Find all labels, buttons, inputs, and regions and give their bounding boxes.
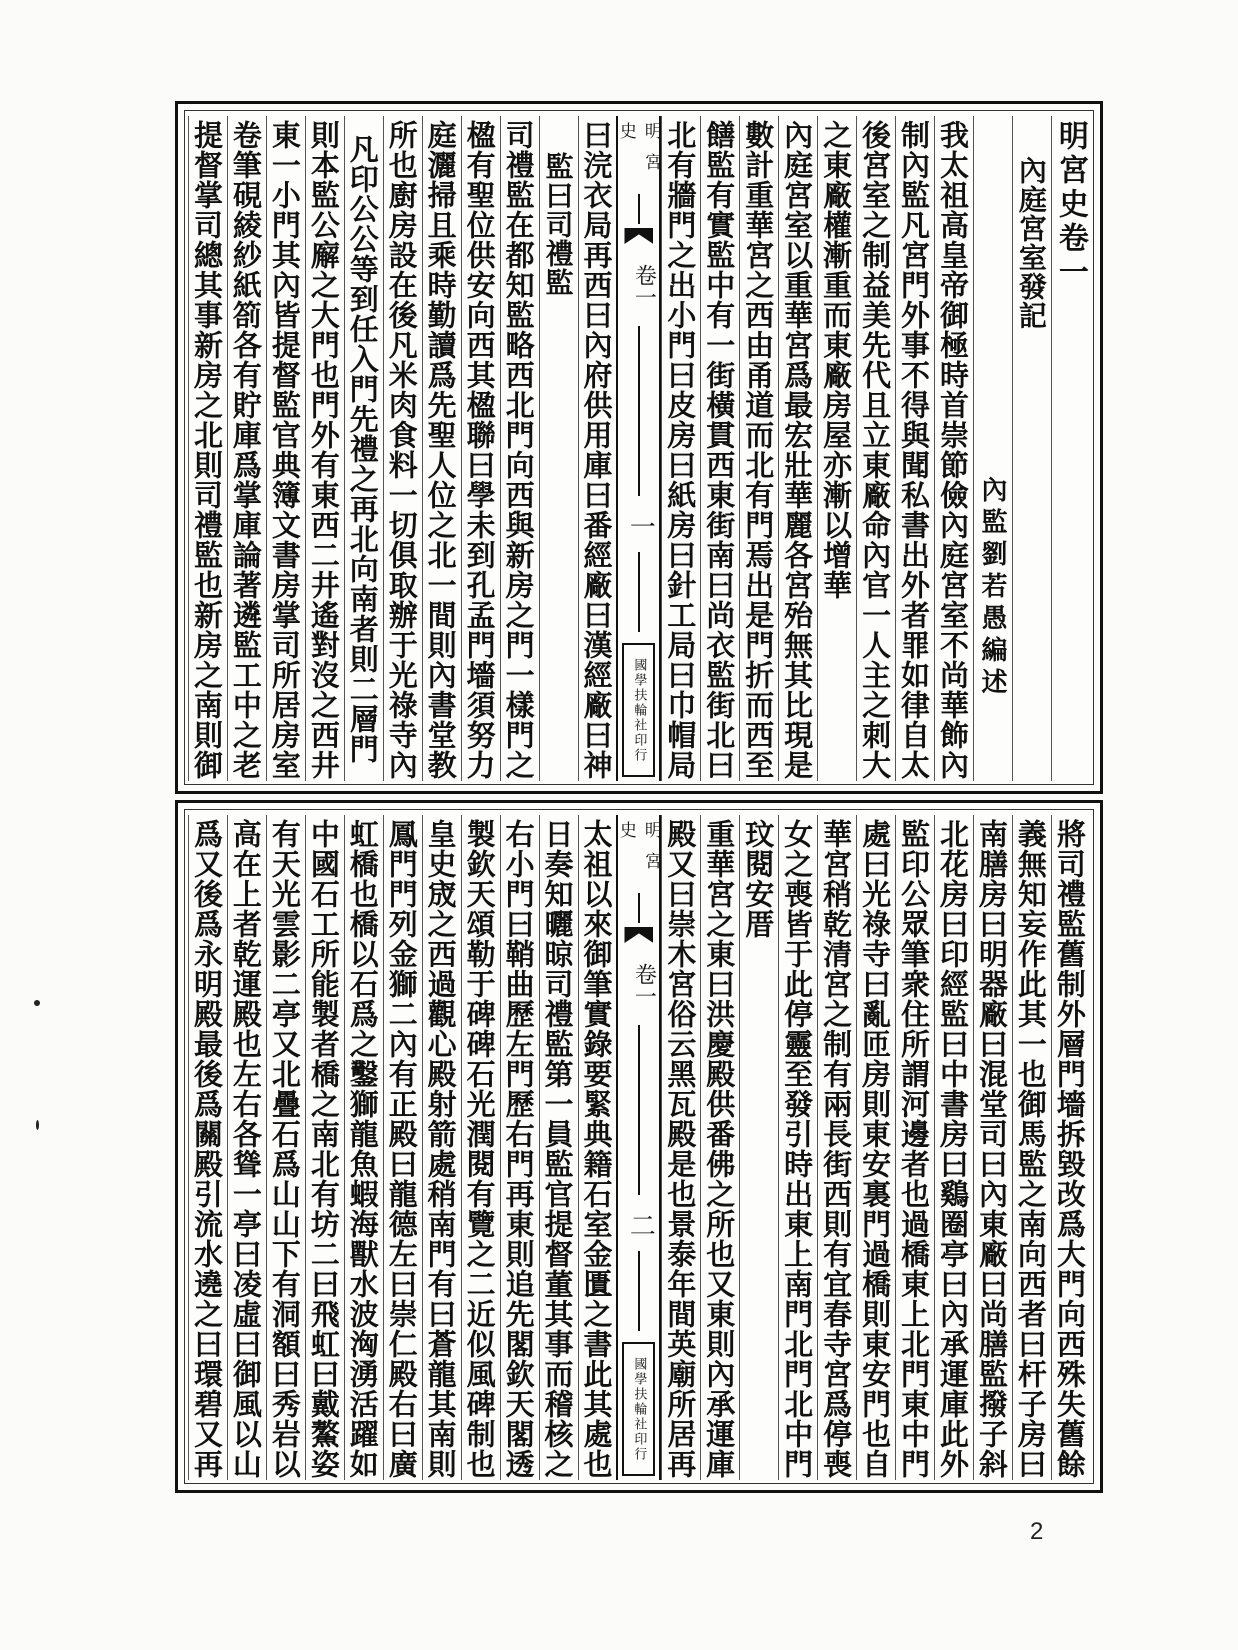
scan-speck (36, 1120, 39, 1130)
press-imprint: 國學扶輪社印行 (622, 1342, 655, 1476)
strip-volume: 卷一 (631, 264, 657, 308)
text-column: 太祖以來御筆實錄要緊典籍石室金匱之書此其處也 (578, 815, 617, 1480)
text-column: 南膳房曰明器廠曰混堂司曰內東廠曰尚膳監撥子斜 (973, 815, 1012, 1480)
text-column: 高在上者乾運殿也左右各聳一亭曰凌虛曰御風以山 (227, 815, 266, 1480)
text-column: 將司禮監舊制外層門墻拆毀改爲大門向西殊失舊餘 (1051, 815, 1090, 1480)
fishtail-mark (624, 927, 653, 943)
text-column: 數計重華宮之西由甬道而北有門焉出是門折而西至 (739, 116, 778, 781)
text-column: 監印公眾筆衆住所謂河邊者也過橋東上北門東中門 (895, 815, 934, 1480)
section-heading: 內庭宮室發記 (1012, 116, 1051, 781)
strip-leaf-number: 二 (625, 1212, 656, 1238)
text-column: 義無知妄作此其一也御馬監之南向西者曰杆子房曰 (1012, 815, 1051, 1480)
text-column: 鳳門門列金獅二內有正殿曰龍德左曰崇仁殿右曰廣 (383, 815, 422, 1480)
text-column: 卷筆硯綾紗紙箚各有貯庫爲掌庫論著遴監工中之老 (227, 116, 266, 781)
fold-center-strip (616, 116, 661, 781)
top-leaf-panel (175, 101, 1103, 794)
text-column: 後宮室之制益美先代且立東廠命內官一人主之刺大 (856, 116, 895, 781)
text-column: 之東廠權漸重而東廠房屋亦漸以增華 (817, 116, 856, 781)
top-text-columns (188, 116, 1090, 781)
text-column: 皇史宬之西過觀心殿射箭處稍南門有曰蒼龍其南則 (422, 815, 461, 1480)
text-column: 所也廚房設在後凡米肉食料一切俱取辦于光祿寺內 (383, 116, 422, 781)
text-column: 司禮監在都知監略西北門向西與新房之門一樣門之 (500, 116, 539, 781)
fold-center-strip (616, 815, 661, 1480)
text-column: 曰浣衣局再西曰內府供用庫曰番經廠曰漢經廠曰神 (578, 116, 617, 781)
strip-rule (638, 893, 640, 923)
press-imprint: 國學扶輪社印行 (622, 643, 655, 777)
text-column: 右小門曰鞘曲歷左門歷右門再東則追先閣欽天閣透 (500, 815, 539, 1480)
strip-rule (638, 326, 640, 496)
page-number: 2 (1030, 1518, 1044, 1545)
text-column: 提督掌司總其事新房之北則司禮監也新房之南則御 (188, 116, 227, 781)
strip-leaf-number: 一 (625, 513, 656, 539)
author-line: 內監劉若愚編述 (973, 116, 1012, 781)
text-column: 饍監有實監中有一街橫貫西東街南曰尚衣監街北曰 (700, 116, 739, 781)
text-column: 日奏知曬晾司禮監第一員監官提督董其事而稽核之 (539, 815, 578, 1480)
strip-book-title: 明宮史 (615, 122, 661, 184)
scan-speck (34, 1000, 40, 1006)
text-column: 東一小門其內皆提督監官典簿文書房掌司所居房室 (266, 116, 305, 781)
text-column: 凡印公公等到任入門先禮之再北向南者則二層門 (344, 116, 383, 781)
text-column: 處曰光祿寺曰亂匝房則東安裏門過橋則東安門也自 (856, 815, 895, 1480)
text-column: 庭灑掃且乘時勤讀爲先聖人位之北一間則內書堂教 (422, 116, 461, 781)
text-column: 北有牆門之出小門曰皮房曰紙房曰針工局曰巾帽局 (661, 116, 700, 781)
fishtail-mark (624, 228, 653, 244)
strip-volume: 卷一 (631, 963, 657, 1007)
text-column: 我太祖高皇帝御極時首崇節儉內庭宮室不尚華飾內 (934, 116, 973, 781)
text-column: 北花房曰印經監曰中書房曰鷄圈亭曰內承運庫此外 (934, 815, 973, 1480)
text-column: 重華宮之東曰洪慶殿供番佛之所也又東則內承運庫 (700, 815, 739, 1480)
text-column: 中國石工所能製者橋之南北有坊二曰飛虹曰戴鰲姿 (305, 815, 344, 1480)
bottom-leaf-panel (175, 800, 1103, 1493)
text-column: 玟閱安厝 (739, 815, 778, 1480)
text-column: 虹橋也橋以石爲之鑿獅龍魚蝦海獸水波洶湧活躍如 (344, 815, 383, 1480)
text-column: 製欽天頌勒于碑碑石光潤閱有覽之二近似風碑制也 (461, 815, 500, 1480)
text-column: 女之喪皆于此停靈至發引時出東上南門北門北中門 (778, 815, 817, 1480)
strip-book-title: 明宮史 (615, 821, 661, 883)
strip-rule (638, 552, 640, 632)
strip-rule (638, 194, 640, 224)
bottom-text-columns (188, 815, 1090, 1480)
text-column: 華宮稍乾清宮之制有兩長街西則有宜春寺宮爲停喪 (817, 815, 856, 1480)
text-column: 楹有聖位供安向西其楹聯曰學未到孔孟門墻須努力 (461, 116, 500, 781)
strip-rule (638, 1025, 640, 1195)
text-column: 制內監凡宮門外事不得與聞私書出外者罪如律自太 (895, 116, 934, 781)
text-column: 有天光雲影二亭又北疊石爲山山下有洞額曰秀岩以 (266, 815, 305, 1480)
text-column: 爲又後爲永明殿最後爲關殿引流水遶之曰環碧又再 (188, 815, 227, 1480)
section-subheading: 監曰司禮監 (539, 116, 578, 781)
text-column: 內庭宮室以重華宮爲最宏壯華麗各宮殆無其比現是 (778, 116, 817, 781)
text-column: 殿又曰崇木宮俗云黑瓦殿是也景泰年間英廟所居再 (661, 815, 700, 1480)
text-column: 則本監公廨之大門也門外有東西二井遙對沒之西井 (305, 116, 344, 781)
volume-title: 明宮史卷一 (1051, 116, 1090, 781)
strip-rule (638, 1251, 640, 1331)
